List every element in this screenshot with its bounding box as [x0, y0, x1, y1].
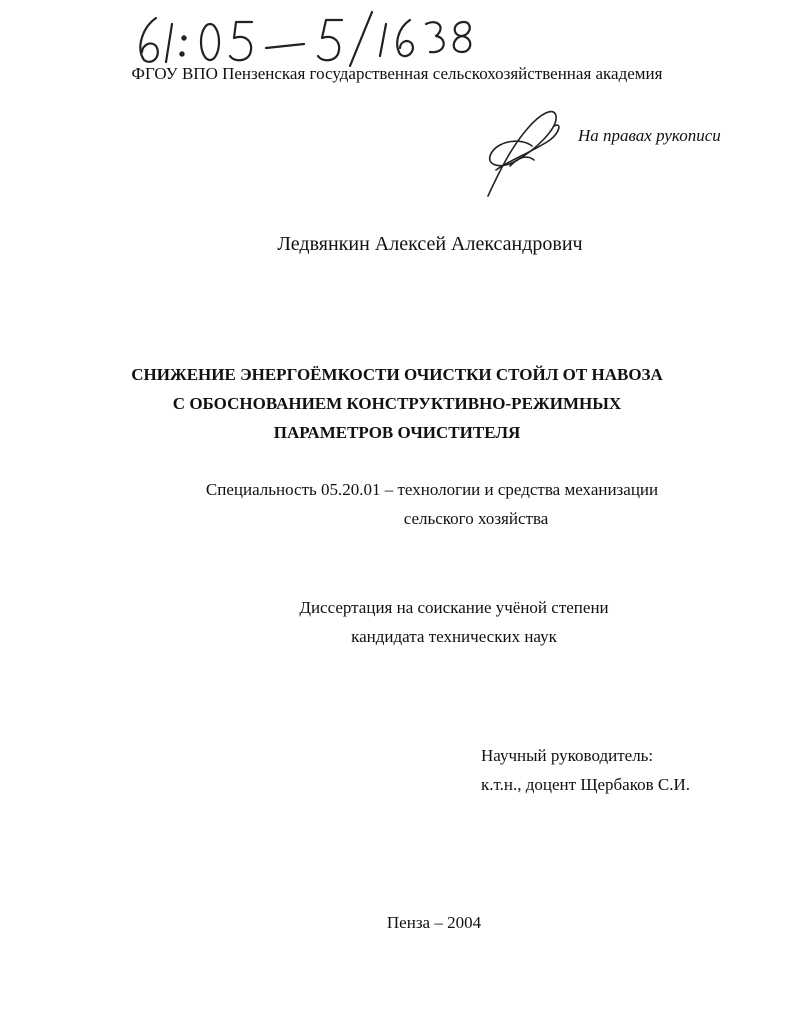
supervisor-label: Научный руководитель:	[481, 746, 654, 765]
dissertation-degree-line-2: кандидата технических наук	[351, 627, 557, 646]
city-year: Пенза – 2004	[386, 913, 482, 932]
title-line: ПАРАМЕТРОВ ОЧИСТИТЕЛЯ	[273, 423, 521, 442]
specialty-line-2: сельского хозяйства	[403, 509, 549, 528]
title-line: С ОБОСНОВАНИЕМ КОНСТРУКТИВНО-РЕЖИМНЫХ	[172, 394, 622, 413]
institution-name: ФГОУ ВПО Пензенская государственная сельскохозяйственная академия	[131, 64, 663, 83]
supervisor-name: к.т.н., доцент Щербаков С.И.	[481, 775, 691, 794]
author-name: Ледвянкин Алексей Александрович	[277, 233, 583, 255]
specialty-line-1: Специальность 05.20.01 – технологии и средства механизации	[205, 480, 659, 499]
manuscript-rights-note: На правах рукописи	[578, 126, 721, 145]
handwritten-archive-code	[128, 8, 528, 68]
title-line: СНИЖЕНИЕ ЭНЕРГОЁМКОСТИ ОЧИСТКИ СТОЙЛ ОТ НАВОЗА	[131, 365, 663, 384]
handwritten-signature	[470, 100, 580, 200]
dissertation-title	[0, 360, 794, 447]
dissertation-degree-line-1: Диссертация на соискание учёной степени	[299, 598, 609, 617]
